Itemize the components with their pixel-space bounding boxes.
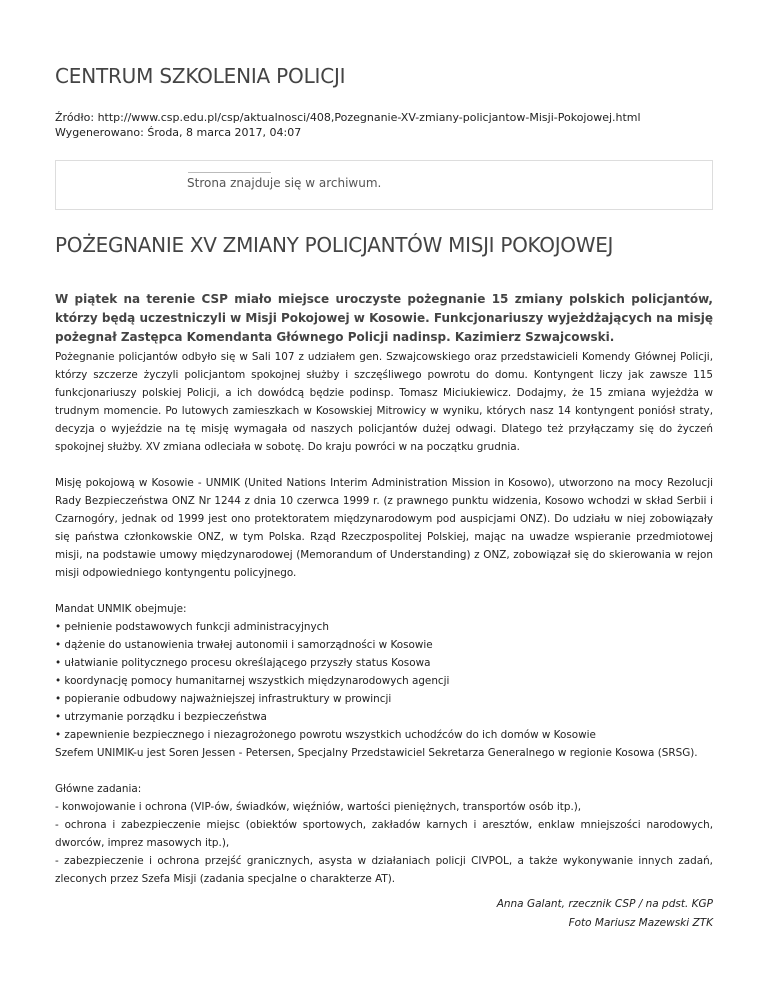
generated-line: Wygenerowano: Środa, 8 marca 2017, 04:07 xyxy=(55,126,302,139)
tasks-section xyxy=(55,780,713,888)
list-item: • pełnienie podstawowych funkcji administracyjnych xyxy=(55,621,329,633)
archive-notice-box xyxy=(55,160,713,210)
list-item: • ułatwianie politycznego procesu określającego przyszły status Kosowa xyxy=(55,657,431,669)
site-title: CENTRUM SZKOLENIA POLICJI xyxy=(55,64,346,88)
archive-divider xyxy=(188,172,271,173)
mandate-heading: Mandat UNMIK obejmuje: xyxy=(55,603,187,615)
paragraph-farewell: Pożegnanie policjantów odbyło się w Sali 107 z udziałem gen. Szwajcowskiego oraz przedstawicieli Komendy Głównej Policji, którzy szczerze życzyli policjantom spokojnej służby i szczęśliwego powrotu do domu. Kontyngent liczy jak zawsze 115 funkcjonariuszy polskiej Policji, a ich dowódcą będzie podinsp. Tomasz Miciukiewicz. Dodajmy, że 15 zmiana wyjeżdża w trudnym momencie. Po lutowych zamieszkach w Kosowskiej Mitrowicy w wyniku, których nasz 14 kontyngent poniósł straty, decyzja o wyjeździe na tę misję wymagała od naszych policjantów dużej odwagi. Dlatego też przyłączamy się do życzeń spokojnej służby. XV zmiana odleciała w sobotę. Do kraju powróci w na początku grudnia. xyxy=(55,351,713,453)
article-body xyxy=(55,348,713,888)
task-item: - konwojowanie i ochrona (VIP-ów, świadków, więźniów, wartości pieniężnych, transportów osób itp.), xyxy=(55,801,582,813)
source-line: Źródło: http://www.csp.edu.pl/csp/aktualnosci/408,Pozegnanie-XV-zmiany-policjantow-Misji-Pokojowej.html xyxy=(55,111,641,124)
tasks-heading: Główne zadania: xyxy=(55,783,142,795)
list-item: • popieranie odbudowy najważniejszej infrastruktury w prowincji xyxy=(55,693,392,705)
paragraph-unmik: Misję pokojową w Kosowie - UNMIK (United Nations Interim Administration Mission in Kosowo), utworzono na mocy Rezolucji Rady Bezpieczeństwa ONZ Nr 1244 z dnia 10 czerwca 1999 r. (z prawnego punktu widzenia, Kosowo wchodzi w skład Serbii i Czarnogóry, jednak od 1999 jest ono protektoratem międzynarodowym pod auspicjami ONZ). Do udziału w niej zobowiązały się państwa członkowskie ONZ, w tym Polska. Rząd Rzeczpospolitej Polskiej, mając na uwadze wspieranie przedmiotowej misji, na podstawie umowy międzynarodowej (Memorandum of Understanding) z ONZ, zobowiązał się do skierowania w rejon misji odpowiedniego kontyngentu policyjnego. xyxy=(55,477,713,579)
photo-credit: Foto Mariusz Mazewski ZTK xyxy=(568,917,713,929)
task-item: - zabezpieczenie i ochrona przejść granicznych, asysta w działaniach policji CIVPOL, a także wykonywanie innych zadań, zleconych przez Szefa Misji (zadania specjalne o charakterze AT). xyxy=(55,855,713,885)
article-title: POŻEGNANIE XV ZMIANY POLICJANTÓW MISJI POKOJOWEJ xyxy=(55,233,614,257)
task-item: - ochrona i zabezpieczenie miejsc (obiektów sportowych, zakładów karnych i aresztów, enklaw mniejszości narodowych, dworców, imprez masowych itp.), xyxy=(55,819,713,849)
article-signature xyxy=(497,895,713,933)
mandate-section xyxy=(55,600,713,762)
list-item: • zapewnienie bezpiecznego i niezagrożonego powrotu wszystkich uchodźców do ich domów w Kosowie xyxy=(55,729,596,741)
archive-notice: Strona znajduje się w archiwum. xyxy=(187,176,382,190)
author-credit: Anna Galant, rzecznik CSP / na pdst. KGP xyxy=(496,898,713,910)
document-meta xyxy=(55,110,641,140)
list-item: • dążenie do ustanowienia trwałej autonomii i samorządności w Kosowie xyxy=(55,639,433,651)
list-item: • utrzymanie porządku i bezpieczeństwa xyxy=(55,711,267,723)
article-lead: W piątek na terenie CSP miało miejsce uroczyste pożegnanie 15 zmiany polskich policjantów, którzy będą uczestniczyli w Misji Pokojowej w Kosowie. Funkcjonariuszy wyjeżdżających na misję pożegnał Zastępca Komendanta Głównego Policji nadinsp. Kazimierz Szwajcowski. xyxy=(55,292,713,344)
list-item: • koordynację pomocy humanitarnej wszystkich międzynarodowych agencji xyxy=(55,675,450,687)
mandate-chief: Szefem UNIMIK-u jest Soren Jessen - Petersen, Specjalny Przedstawiciel Sekretarza Generalnego w regionie Kosowa (SRSG). xyxy=(55,747,698,759)
